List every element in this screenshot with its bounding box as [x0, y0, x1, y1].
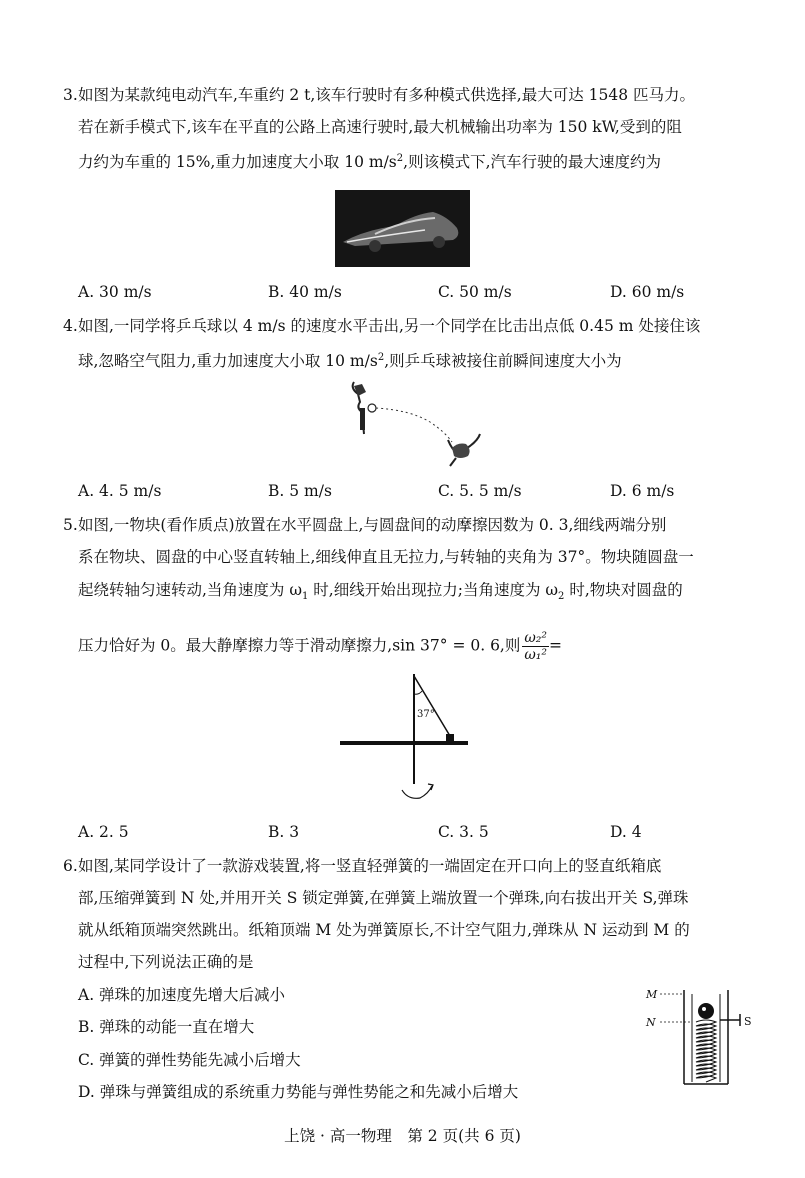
- q3-number: 3.: [63, 86, 78, 104]
- q6-line-1: 如图,某同学设计了一款游戏装置,将一竖直轻弹簧的一端固定在开口向上的竖直纸箱底: [78, 857, 662, 875]
- label-n: N: [646, 1016, 656, 1029]
- q6-line-4: 过程中,下列说法正确的是: [78, 953, 254, 971]
- q3-line-2: 若在新手模式下,该车在平直的公路上高速行驶时,最大机械输出功率为 150 kW,受到的阻: [78, 118, 682, 136]
- car-photo: [335, 190, 470, 267]
- omega-ratio-fraction: $\frac{\text{ω₂²}}{\text{ω₁²}}$: [524, 630, 547, 663]
- angle-label: 37°: [417, 709, 435, 720]
- q4-line-2: 球,忽略空气阻力,重力加速度大小取 10 $m/s^2$,则乒乓球被接住前瞬间速度大小为: [78, 352, 622, 371]
- q5-line-4: 压力恰好为 0。最大静摩擦力等于滑动摩擦力,sin 37° = 0. 6,则 $\frac{\text{ω₂²}}{\text{ω₁²}}$ =: [78, 630, 562, 663]
- q6-option-d: D. 弹珠与弹簧组成的系统重力势能与弹性势能之和先减小后增大: [78, 1083, 519, 1101]
- q6-option-a: A. 弹珠的加速度先增大后减小: [78, 986, 286, 1004]
- q4-option-d: D. 6 m/s: [610, 482, 675, 500]
- q3-option-a: A. 30 m/s: [78, 283, 152, 301]
- spring-coils: [696, 1020, 716, 1082]
- q5-option-d: D. 4: [610, 823, 642, 841]
- q4-option-a: A. 4. 5 m/s: [78, 482, 162, 500]
- page-footer: 上饶 · 高一物理 第 2 页(共 6 页): [284, 1127, 521, 1145]
- q3-option-b: B. 40 m/s: [268, 283, 342, 301]
- q5-line-1: 如图,一物块(看作质点)放置在水平圆盘上,与圆盘间的动摩擦因数为 0. 3,细线两端分别: [78, 516, 667, 534]
- turntable-figure: [336, 672, 472, 808]
- q5-line-3: 起绕转轴匀速转动,当角速度为 $\omega_1$ 时,细线开始出现拉力;当角速度为 $\omega_2$ 时,物块对圆盘的: [78, 581, 683, 603]
- q5-line-2: 系在物块、圆盘的中心竖直转轴上,细线伸直且无拉力,与转轴的夹角为 37°。物块随圆盘一: [78, 548, 694, 566]
- q4-line-1: 如图,一同学将乒乓球以 4 m/s 的速度水平击出,另一个同学在比击出点低 0.45 m 处接住该: [78, 317, 701, 335]
- q3-line-3: 力约为车重的 15%,重力加速度大小取 10 $m/s^2$,则该模式下,汽车行驶的最大速度约为: [78, 153, 661, 172]
- q4-option-c: C. 5. 5 m/s: [438, 482, 522, 500]
- pingpong-figure: [340, 378, 490, 468]
- label-s: S: [744, 1015, 752, 1028]
- q6-line-3: 就从纸箱顶端突然跳出。纸箱顶端 M 处为弹簧原长,不计空气阻力,弹珠从 N 运动到 M 的: [78, 921, 690, 939]
- q4-number: 4.: [63, 317, 78, 335]
- q6-option-c: C. 弹簧的弹性势能先减小后增大: [78, 1051, 301, 1069]
- q5-option-b: B. 3: [268, 823, 300, 841]
- q5-number: 5.: [63, 516, 78, 534]
- label-m: M: [646, 988, 658, 1001]
- q3-option-d: D. 60 m/s: [610, 283, 685, 301]
- q4-option-b: B. 5 m/s: [268, 482, 332, 500]
- q3-option-c: C. 50 m/s: [438, 283, 512, 301]
- q5-option-c: C. 3. 5: [438, 823, 489, 841]
- q6-number: 6.: [63, 857, 78, 875]
- q6-line-2: 部,压缩弹簧到 N 处,并用开关 S 锁定弹簧,在弹簧上端放置一个弹珠,向右拔出开关 S,弹珠: [78, 889, 689, 907]
- q6-option-b: B. 弹珠的动能一直在增大: [78, 1018, 255, 1036]
- spring-box-figure: [640, 984, 770, 1088]
- q5-option-a: A. 2. 5: [78, 823, 129, 841]
- q3-line-1: 如图为某款纯电动汽车,车重约 2 t,该车行驶时有多种模式供选择,最大可达 1548 匹马力。: [78, 86, 696, 104]
